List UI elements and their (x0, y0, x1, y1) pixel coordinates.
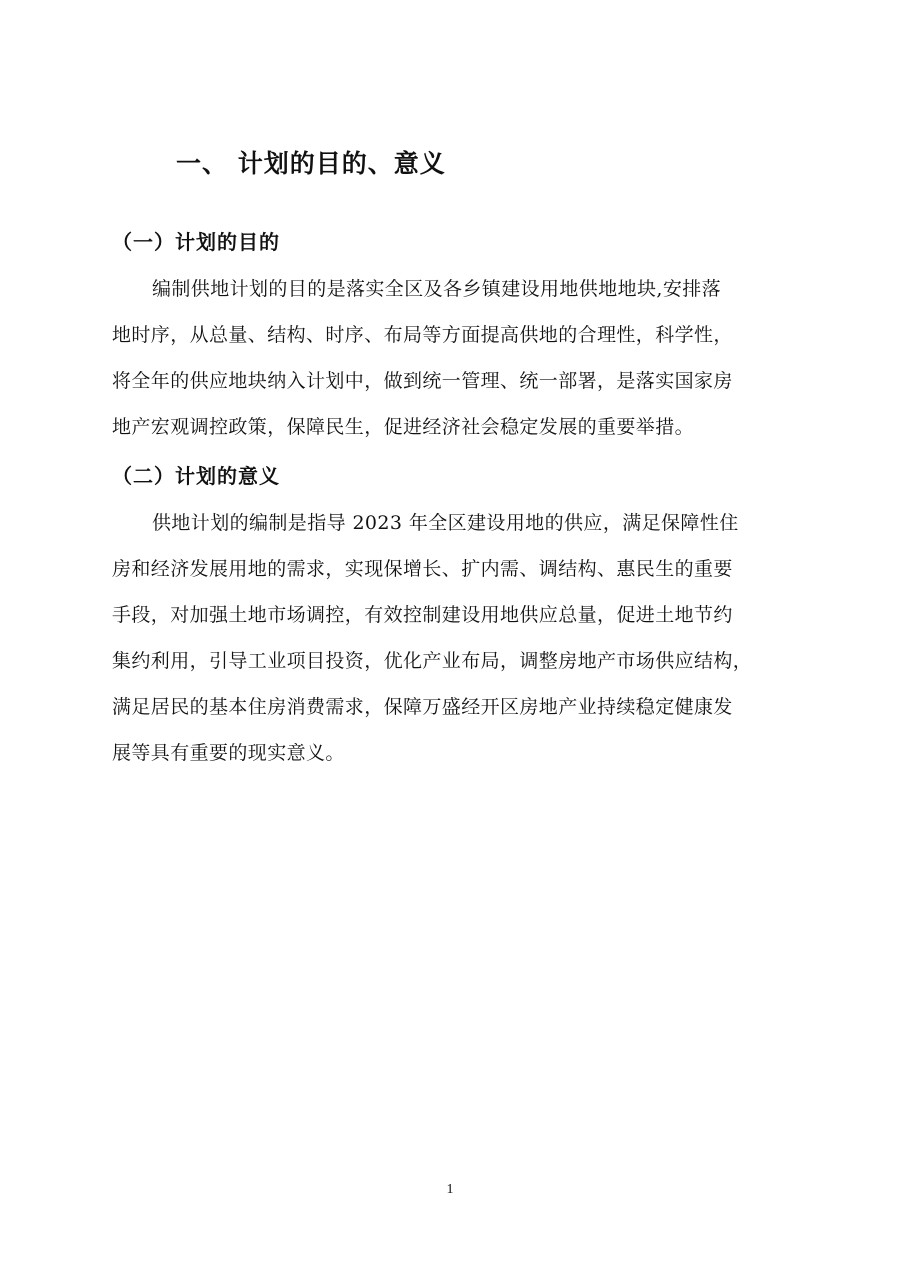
paragraph-line: 手段，对加强土地市场调控，有效控制建设用地供应总量，促进土地节约 (112, 604, 733, 626)
section-heading-significance: （二）计划的意义 (112, 464, 280, 488)
paragraph-line: 将全年的供应地块纳入计划中，做到统一管理、统一部署，是落实国家房 (112, 370, 733, 392)
paragraph-line: 集约利用，引导工业项目投资，优化产业布局，调整房地产市场供应结构， (112, 650, 753, 672)
paragraph-purpose (112, 266, 782, 450)
paragraph-line: 展等具有重要的现实意义。 (112, 742, 345, 764)
paragraph-line: 编制供地计划的目的是落实全区及各乡镇建设用地供地地块,安排落 (152, 278, 722, 300)
page-number: 1 (446, 1182, 454, 1197)
paragraph-line: 房和经济发展用地的需求，实现保增长、扩内需、调结构、惠民生的重要 (112, 558, 733, 580)
paragraph-significance (112, 500, 782, 776)
paragraph-line: 地时序，从总量、结构、时序、布局等方面提高供地的合理性，科学性， (112, 324, 733, 346)
page-title: 一、 计划的目的、意义 (176, 149, 446, 178)
section-heading-purpose: （一）计划的目的 (112, 230, 280, 254)
paragraph-line: 满足居民的基本住房消费需求，保障万盛经开区房地产业持续稳定健康发 (112, 696, 733, 718)
paragraph-line: 地产宏观调控政策，保障民生，促进经济社会稳定发展的重要举措。 (112, 416, 695, 438)
paragraph-line: 供地计划的编制是指导 2023 年全区建设用地的供应，满足保障性住 (152, 512, 739, 534)
